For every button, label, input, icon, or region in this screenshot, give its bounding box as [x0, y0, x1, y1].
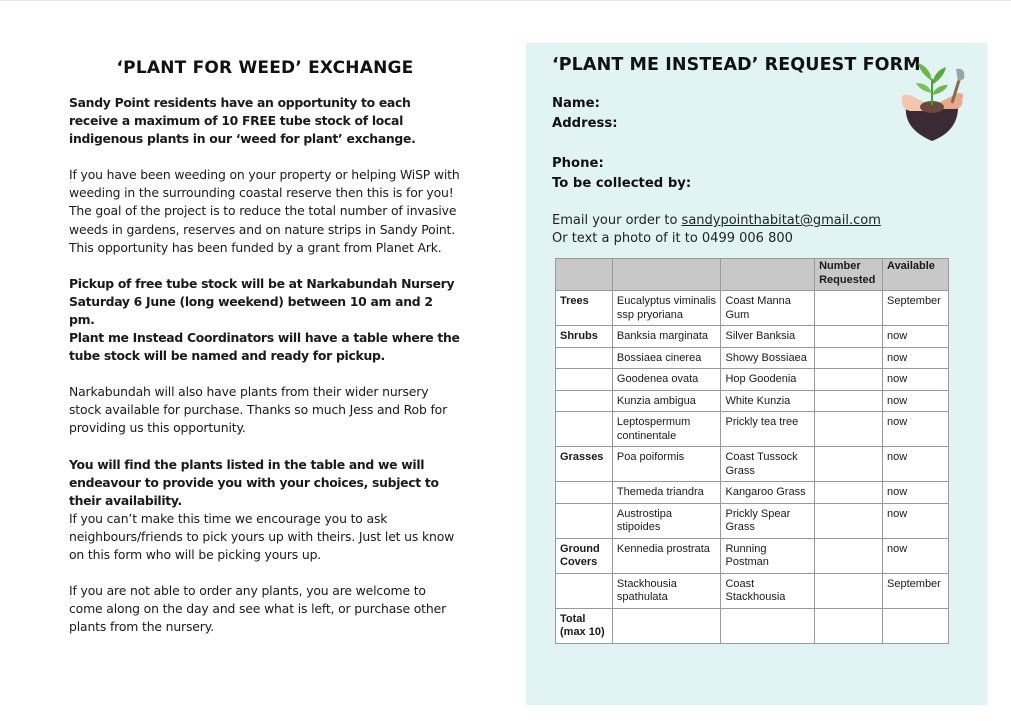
name-field[interactable]: Name:: [552, 96, 600, 111]
cell-number-requested[interactable]: [815, 347, 883, 369]
cell-botanical-name: Bossiaea cinerea: [612, 347, 721, 369]
cell-number-requested[interactable]: [815, 573, 883, 608]
table-row: [556, 503, 949, 538]
cell-available: now: [883, 503, 949, 538]
cell-available: now: [883, 482, 949, 504]
table-row: [556, 347, 949, 369]
table-row: [556, 447, 949, 482]
table-row: [556, 412, 949, 447]
cell-common-name: Coast Manna Gum: [721, 291, 815, 326]
email-prefix: Email your order to: [552, 213, 682, 228]
email-link[interactable]: sandypointhabitat@gmail.com: [681, 213, 881, 228]
cell-available: now: [883, 412, 949, 447]
cell-available: [883, 608, 949, 643]
request-form-panel: [526, 43, 987, 705]
cell-botanical-name: Austrostipa stipoides: [612, 503, 721, 538]
cell-botanical-name: Stackhousia spathulata: [612, 573, 721, 608]
table-row: [556, 369, 949, 391]
cell-available: September: [883, 573, 949, 608]
nursery-paragraph: Narkabundah will also have plants from their wider nursery stock available for purchase. Thanks so much Jess and Rob for providing us this opportunity.: [69, 384, 448, 436]
cell-botanical-name: Poa poiformis: [612, 447, 721, 482]
cell-available: now: [883, 326, 949, 348]
table-clip: [526, 43, 987, 684]
header-available: Available: [883, 259, 949, 291]
weeding-paragraph: If you have been weeding on your property or helping WiSP with weeding in the surrounding coastal reserve then this is for you! The goal of the project is to reduce the total number of invasive weeds in gardens, reserves and on nature strips in Sandy Point. This opportunity has been funded by a grant from Planet Ark.: [69, 167, 460, 255]
table-row: [556, 326, 949, 348]
cell-category: [556, 347, 613, 369]
address-field[interactable]: Address:: [552, 116, 618, 131]
come-along-paragraph: If you are not able to order any plants, you are welcome to come along on the day and see what is left, or purchase other plants from the nursery.: [69, 583, 447, 635]
plant-order-table: [555, 258, 949, 644]
cell-common-name: Kangaroo Grass: [721, 482, 815, 504]
cell-common-name: Silver Banksia: [721, 326, 815, 348]
cell-available: now: [883, 369, 949, 391]
header-category: [556, 259, 613, 291]
cell-number-requested[interactable]: [815, 482, 883, 504]
cell-category: Shrubs: [556, 326, 613, 348]
cell-number-requested[interactable]: [815, 369, 883, 391]
cell-botanical-name: Kennedia prostrata: [612, 538, 721, 573]
cell-common-name: Coast Stackhousia: [721, 573, 815, 608]
cell-category: Grasses: [556, 447, 613, 482]
cell-number-requested[interactable]: [815, 326, 883, 348]
cell-number-requested[interactable]: [815, 538, 883, 573]
cell-available: now: [883, 390, 949, 412]
table-row: [556, 573, 949, 608]
cell-botanical-name: Goodenea ovata: [612, 369, 721, 391]
neighbours-paragraph: If you can’t make this time we encourage you to ask neighbours/friends to pick yours up with theirs. Just let us know on this form who will be picking yours up.: [69, 510, 455, 562]
cell-available: September: [883, 291, 949, 326]
text-photo-line: Or text a photo of it to 0499 006 800: [552, 231, 793, 246]
cell-category: Total (max 10): [556, 608, 613, 643]
cell-common-name: [721, 608, 815, 643]
phone-field[interactable]: Phone:: [552, 156, 604, 171]
collected-by-field[interactable]: To be collected by:: [552, 176, 692, 191]
cell-botanical-name: [612, 608, 721, 643]
availability-paragraph: You will find the plants listed in the table and we will endeavour to provide you with your choices, subject to their availability.: [69, 456, 439, 508]
coordinators-paragraph: Plant me Instead Coordinators will have a table where the tube stock will be named and ready for pickup.: [69, 330, 460, 364]
cell-number-requested[interactable]: [815, 447, 883, 482]
table-row: [556, 291, 949, 326]
table-row: [556, 482, 949, 504]
cell-common-name: Running Postman: [721, 538, 815, 573]
cell-botanical-name: Eucalyptus viminalis ssp pryoriana: [612, 291, 721, 326]
cell-available: now: [883, 347, 949, 369]
cell-number-requested[interactable]: [815, 608, 883, 643]
cell-number-requested[interactable]: [815, 390, 883, 412]
cell-category: [556, 573, 613, 608]
cell-number-requested[interactable]: [815, 503, 883, 538]
cell-category: [556, 369, 613, 391]
cell-available: now: [883, 538, 949, 573]
cell-common-name: Coast Tussock Grass: [721, 447, 815, 482]
table-row: [556, 390, 949, 412]
pickup-paragraph: Pickup of free tube stock will be at Narkabundah Nursery Saturday 6 June (long weekend) between 10 am and 2 pm.: [69, 275, 455, 327]
exchange-info-column: [69, 58, 461, 636]
table-body: [556, 291, 949, 644]
header-number-requested: Number Requested: [815, 259, 883, 291]
cell-botanical-name: Banksia marginata: [612, 326, 721, 348]
cell-common-name: Hop Goodenia: [721, 369, 815, 391]
cell-category: [556, 482, 613, 504]
cell-available: now: [883, 447, 949, 482]
top-border: [0, 0, 1011, 1]
exchange-title: ‘PLANT FOR WEED’ EXCHANGE: [116, 58, 414, 78]
cell-number-requested[interactable]: [815, 412, 883, 447]
cell-category: [556, 503, 613, 538]
header-common-name: [721, 259, 815, 291]
table-row: [556, 608, 949, 643]
cell-category: Ground Covers: [556, 538, 613, 573]
cell-category: Trees: [556, 291, 613, 326]
cell-number-requested[interactable]: [815, 291, 883, 326]
table-row: [556, 538, 949, 573]
cell-botanical-name: Leptospermum continentale: [612, 412, 721, 447]
cell-category: [556, 412, 613, 447]
cell-botanical-name: Kunzia ambigua: [612, 390, 721, 412]
cell-common-name: Showy Bossiaea: [721, 347, 815, 369]
table-header-row: [556, 259, 949, 291]
form-title: ‘PLANT ME INSTEAD’ REQUEST FORM: [552, 55, 921, 75]
cell-category: [556, 390, 613, 412]
cell-common-name: Prickly Spear Grass: [721, 503, 815, 538]
cell-botanical-name: Themeda triandra: [612, 482, 721, 504]
cell-common-name: White Kunzia: [721, 390, 815, 412]
header-botanical-name: [612, 259, 721, 291]
cell-common-name: Prickly tea tree: [721, 412, 815, 447]
intro-paragraph: Sandy Point residents have an opportunity to each receive a maximum of 10 FREE tube stock of local indigenous plants in our ‘weed for plant’ exchange.: [69, 95, 416, 147]
